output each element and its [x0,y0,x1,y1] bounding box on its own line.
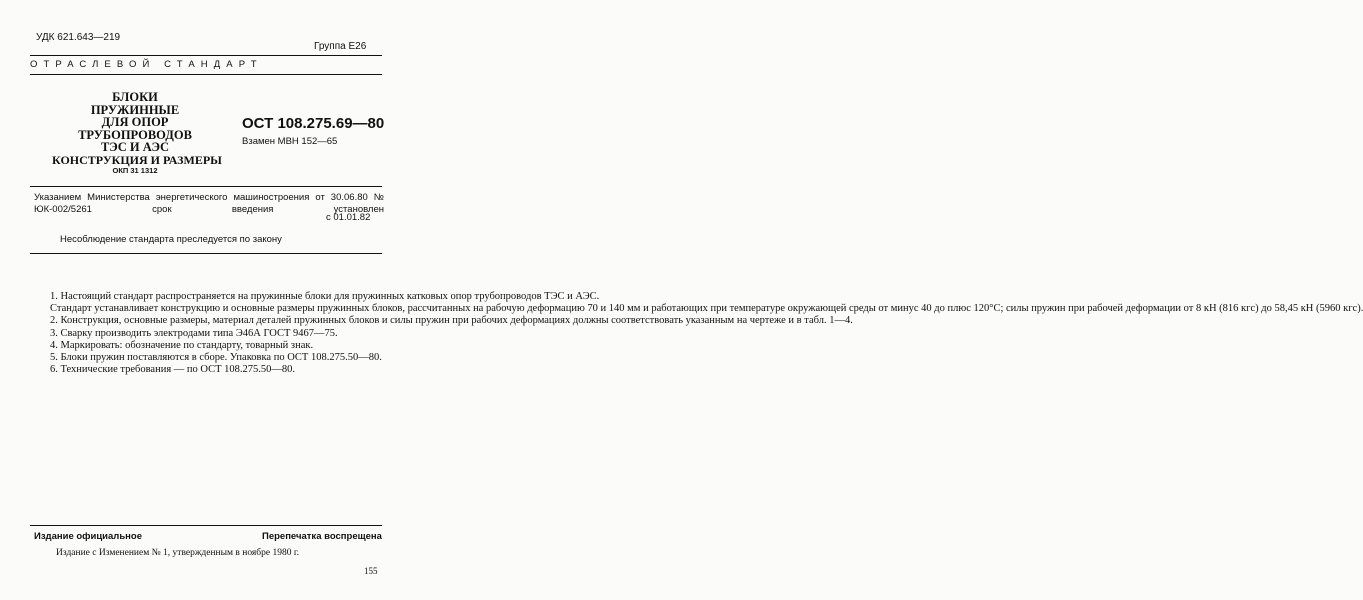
udk-code: УДК 621.643—219 [36,32,121,43]
okp-code: ОКП 31 1312 [112,166,158,175]
body-paragraph: 1. Настоящий стандарт распространяется на пружинные блоки для пружинных катковых опор трубопроводов ТЭС и АЭС. [50,291,600,302]
body-paragraph: Стандарт устанавливает конструкцию и основные размеры пружинных блоков, рассчитанных на рабочую деформацию 70 и 140 мм и работающих при температуре окружающей среды от минус 40 до плюс 120°С; силы пружин при рабочей деформации от 8 кН (816 кгс) до 58,45 кН (5960 кгс). [50,303,1363,315]
title-line: ТЭС И АЭС [100,140,170,154]
footer-rule [30,525,382,526]
standard-code: ОСТ 108.275.69—80 [242,115,385,132]
effective-date-notice: Указанием Министерства энергетического машиностроения от 30.06.80 № ЮК-002/5261 срок введения установлен [34,192,384,215]
title-line: ДЛЯ ОПОР [101,115,169,129]
reprint-notice: Перепечатка воспрещена [262,531,382,542]
title-line: ТРУБОПРОВОДОВ [78,127,192,142]
edition-note: Издание с Изменением № 1, утвержденным в ноябре 1980 г. [56,548,300,558]
body-paragraph: 2. Конструкция, основные размеры, материал деталей пружинных блоков и силы пружин при рабочих деформациях должны соответствовать указанным на чертеже и в табл. 1—4. [50,315,853,327]
effective-date: с 01.01.82 [326,212,371,223]
law-notice: Несоблюдение стандарта преследуется по закону [60,234,282,245]
header-top-rule [30,55,382,56]
body-paragraph: 3. Сварку производить электродами типа Э46А ГОСТ 9467—75. [50,327,338,339]
body-paragraph: 5. Блоки пружин поставляются в сборе. Упаковка по ОСТ 108.275.50—80. [50,352,382,364]
notice-top-rule [30,186,382,187]
standard-banner: ОТРАСЛЕВОЙ СТАНДАРТ [30,59,263,70]
page-number: 155 [364,566,378,576]
group-code: Группа Е26 [314,41,367,52]
document-title [72,91,198,154]
header-bottom-rule [30,74,382,75]
body-paragraph: 6. Технические требования — по ОСТ 108.275.50—80. [50,364,296,376]
body-paragraph: 4. Маркировать: обозначение по стандарту, товарный знак. [50,339,314,351]
document-subtitle: КОНСТРУКЦИЯ И РАЗМЕРЫ [52,153,222,167]
document-body [34,291,1363,376]
replaces-note: Взамен МВН 152—65 [242,136,338,147]
official-edition-label: Издание официальное [34,531,142,542]
notice-bottom-rule [30,253,382,254]
title-line: БЛОКИ ПРУЖИННЫЕ [90,90,180,117]
